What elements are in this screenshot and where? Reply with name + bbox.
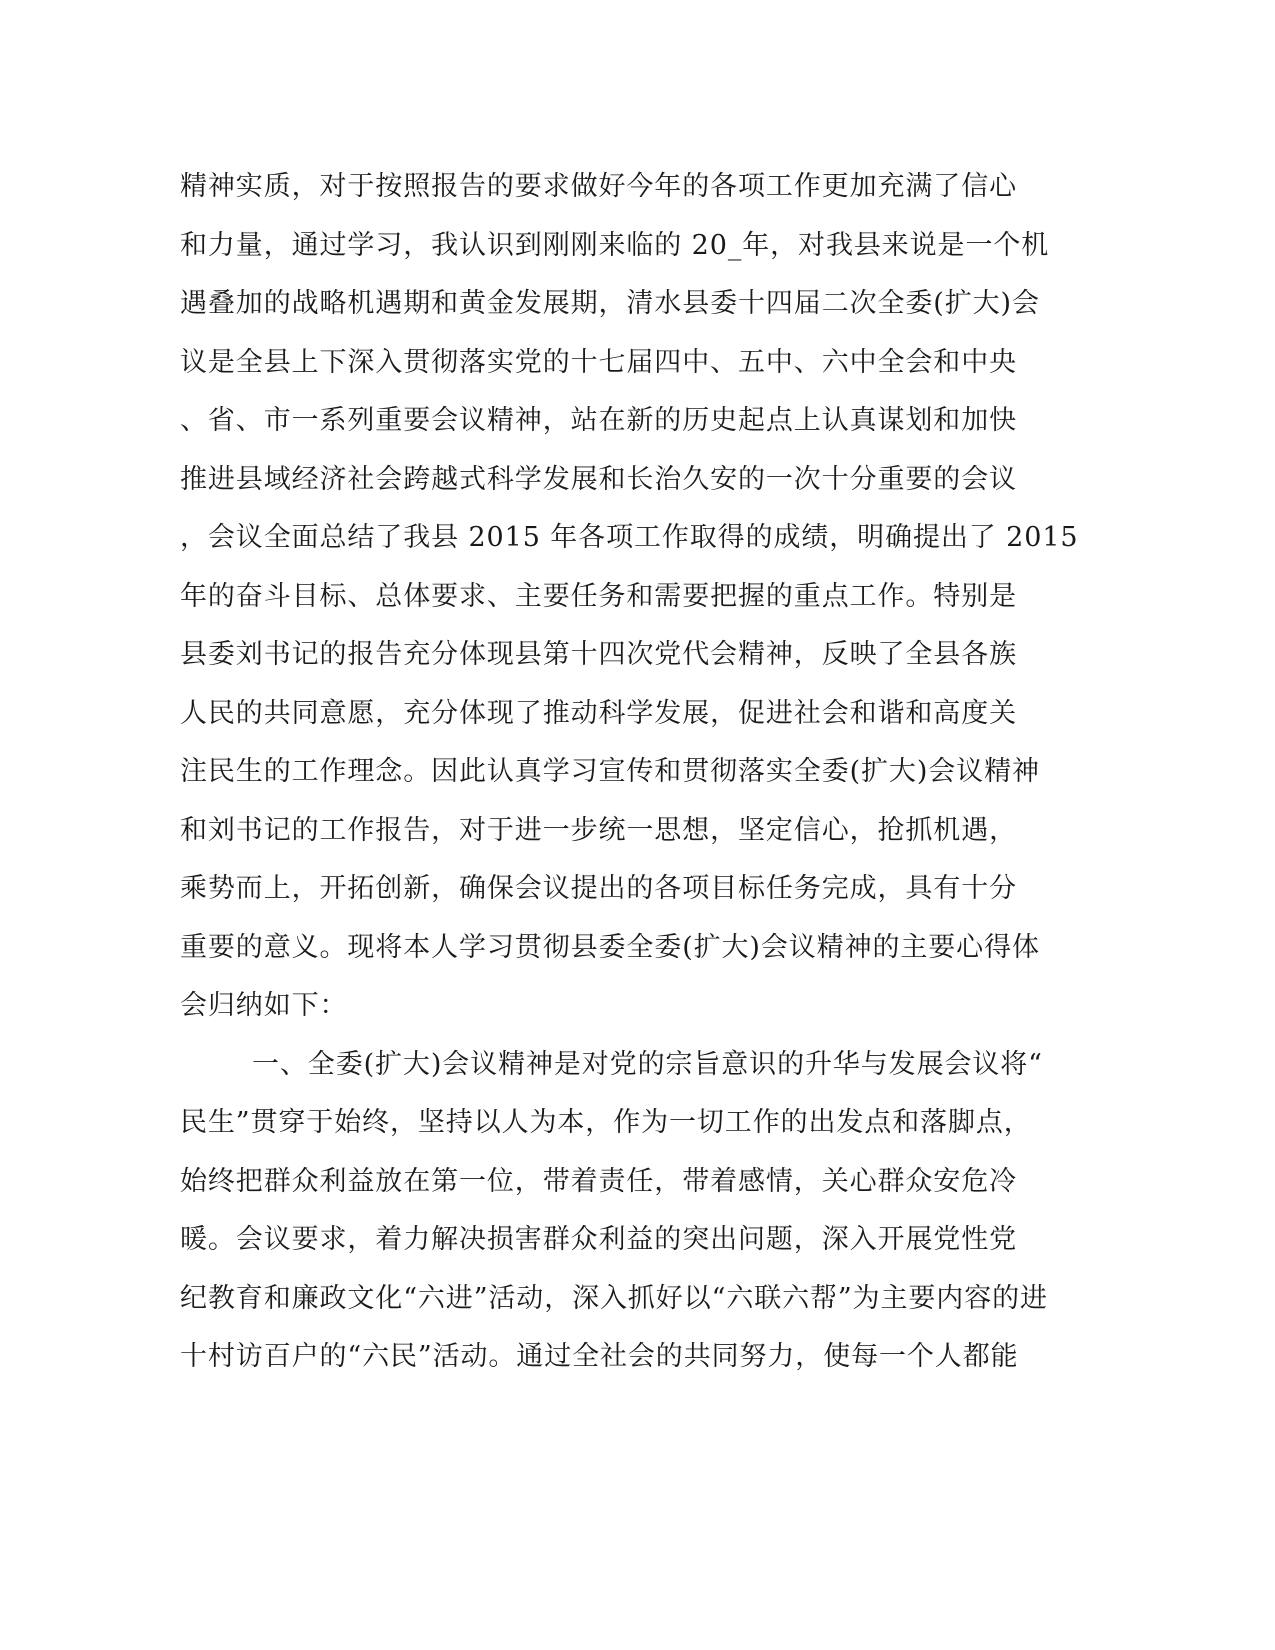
text-line: 年的奋斗目标、总体要求、主要任务和需要把握的重点工作。特别是 [180,580,1017,612]
body-text [180,158,1079,1387]
text-line: 精神实质，对于按照报告的要求做好今年的各项工作更加充满了信心 [180,171,1017,202]
text-line: 纪教育和廉政文化“六进”活动，深入抓好以“六联六帮”为主要内容的进 [180,1282,1048,1314]
text-line: 县委刘书记的报告充分体现县第十四次党代会精神，反映了全县各族 [180,639,1017,670]
text-line: 民生”贯穿于始终，坚持以人为本，作为一切工作的出发点和落脚点， [180,1107,1032,1138]
text-line: 和力量，通过学习，我认识到刚刚来临的 20_年，对我县来说是一个机 [180,229,1050,261]
text-line: 会归纳如下： [180,990,348,1021]
text-line: 人民的共同意愿，充分体现了推动科学发展，促进社会和谐和高度关 [180,697,1017,729]
text-line: 注民生的工作理念。因此认真学习宣传和贯彻落实全委(扩大)会议精神 [180,756,1040,787]
text-line: 、省、市一系列重要会议精神，站在新的历史起点上认真谋划和加快 [180,405,1017,436]
text-line: ，会议全面总结了我县 2015 年各项工作取得的成绩，明确提出了 2015 [180,522,1079,553]
paragraph-start-line: 一、全委(扩大)会议精神是对党的宗旨意识的升华与发展会议将“ [252,1048,1043,1080]
text-line: 遇叠加的战略机遇期和黄金发展期，清水县委十四届二次全委(扩大)会 [180,288,1040,319]
text-line: 推进县域经济社会跨越式科学发展和长治久安的一次十分重要的会议 [180,463,1017,495]
text-line: 议是全县上下深入贯彻落实党的十七届四中、五中、六中全会和中央 [180,346,1017,378]
text-line: 和刘书记的工作报告，对于进一步统一思想，坚定信心，抢抓机遇， [180,814,1017,846]
text-line: 十村访百户的“六民”活动。通过全社会的共同努力，使每一个人都能 [180,1341,1019,1372]
text-line: 始终把群众利益放在第一位，带着责任，带着感情，关心群众安危冷 [180,1165,1017,1197]
text-line: 暖。会议要求，着力解决损害群众利益的突出问题，深入开展党性党 [180,1224,1017,1255]
text-line: 重要的意义。现将本人学习贯彻县委全委(扩大)会议精神的主要心得体 [180,931,1040,963]
text-line: 乘势而上，开拓创新，确保会议提出的各项目标任务完成，具有十分 [180,873,1017,904]
